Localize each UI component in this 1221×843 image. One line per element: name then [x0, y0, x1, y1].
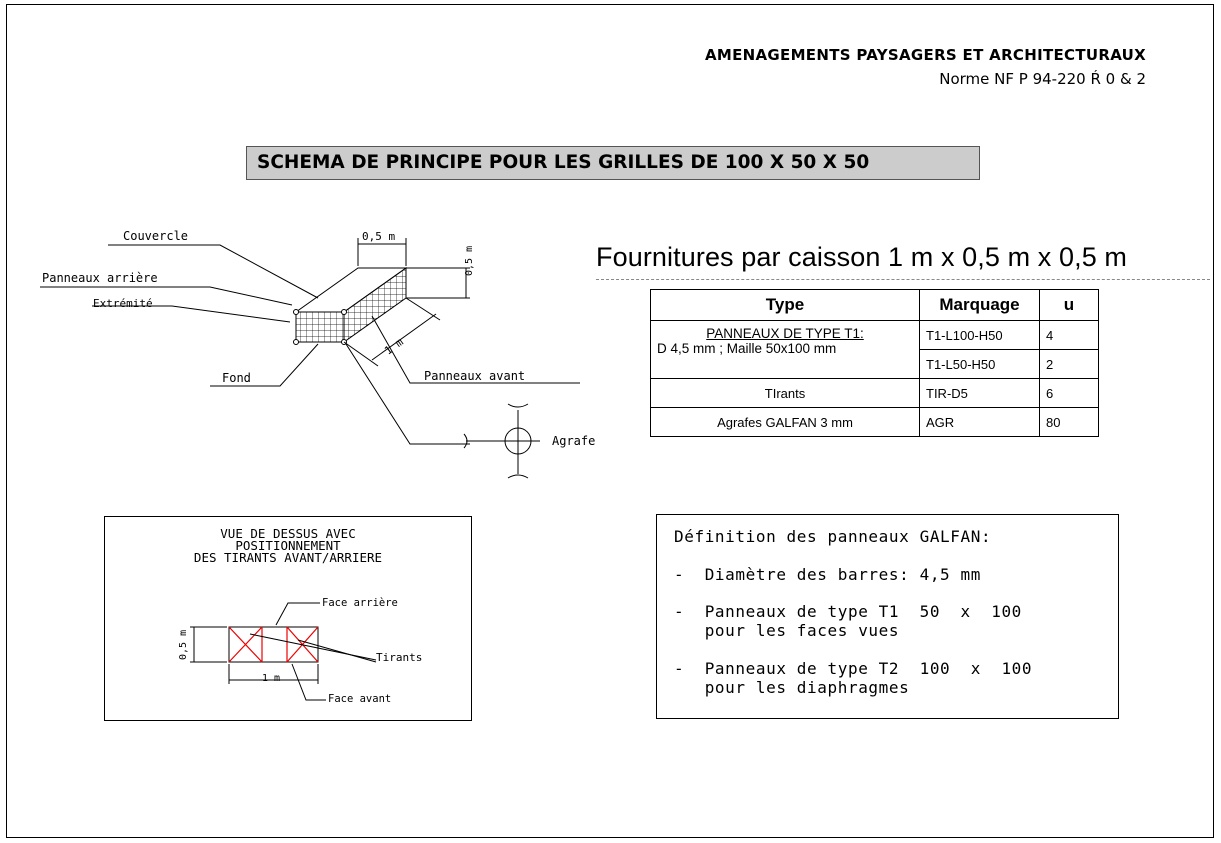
type-cell: TIrants: [651, 379, 920, 408]
marquage-cell: TIR-D5: [920, 379, 1040, 408]
definition-item: - Panneaux de type T1 50 x 100: [674, 602, 1022, 621]
top-view-dim-length: 1 m: [262, 673, 281, 684]
definition-item-cont: pour les faces vues: [674, 621, 900, 640]
label-agrafe: Agrafe: [552, 434, 596, 448]
header-norm: Norme NF P 94-220 Ŕ 0 & 2: [939, 70, 1146, 88]
header-title: AMENAGEMENTS PAYSAGERS ET ARCHITECTURAUX: [704, 46, 1146, 64]
label-panneaux-avant: Panneaux avant: [424, 369, 526, 383]
panneaux-type: PANNEAUX DE TYPE T1:: [706, 326, 864, 341]
definition-title: Définition des panneaux GALFAN:: [674, 527, 992, 546]
label-fond: Fond: [222, 371, 251, 385]
header-type: Type: [651, 290, 920, 321]
label-face-arriere: Face arrière: [322, 597, 398, 609]
marquage-cell: T1-L100-H50: [920, 321, 1040, 350]
marquage-cell: T1-L50-H50: [920, 350, 1040, 379]
label-tirants: Tirants: [376, 651, 423, 664]
label-extremite: Extrémité: [93, 297, 153, 310]
dim-length: 1 m: [382, 335, 406, 358]
definition-item: - Diamètre des barres: 4,5 mm: [674, 565, 981, 584]
u-cell: 80: [1040, 408, 1099, 437]
fournitures-title: Fournitures par caisson 1 m x 0,5 m x 0,5 m: [596, 242, 1127, 272]
u-cell: 6: [1040, 379, 1099, 408]
top-view-title-line: VUE DE DESSUS AVEC: [220, 526, 356, 541]
top-view-title-line: DES TIRANTS AVANT/ARRIERE: [193, 550, 383, 565]
dim-height: 0,5 m: [464, 245, 475, 276]
top-view-dim-height: 0,5 m: [178, 629, 189, 660]
u-cell: 4: [1040, 321, 1099, 350]
panneaux-desc: D 4,5 mm ; Maille 50x100 mm: [657, 341, 837, 356]
dim-width: 0,5 m: [362, 230, 396, 243]
label-face-avant: Face avant: [328, 693, 392, 705]
top-view-title-line: POSITIONNEMENT: [235, 538, 341, 553]
schema-title: SCHEMA DE PRINCIPE POUR LES GRILLES DE 100 X 50 X 50: [246, 146, 980, 180]
header-u: u: [1040, 290, 1099, 321]
label-panneaux-arriere: Panneaux arrière: [42, 271, 158, 285]
header-marquage: Marquage: [920, 290, 1040, 321]
definition-item-cont: pour les diaphragmes: [674, 678, 910, 697]
label-couvercle: Couvercle: [123, 229, 189, 243]
marquage-cell: AGR: [920, 408, 1040, 437]
definition-item: - Panneaux de type T2 100 x 100: [674, 659, 1033, 678]
type-cell: Agrafes GALFAN 3 mm: [651, 408, 920, 437]
u-cell: 2: [1040, 350, 1099, 379]
